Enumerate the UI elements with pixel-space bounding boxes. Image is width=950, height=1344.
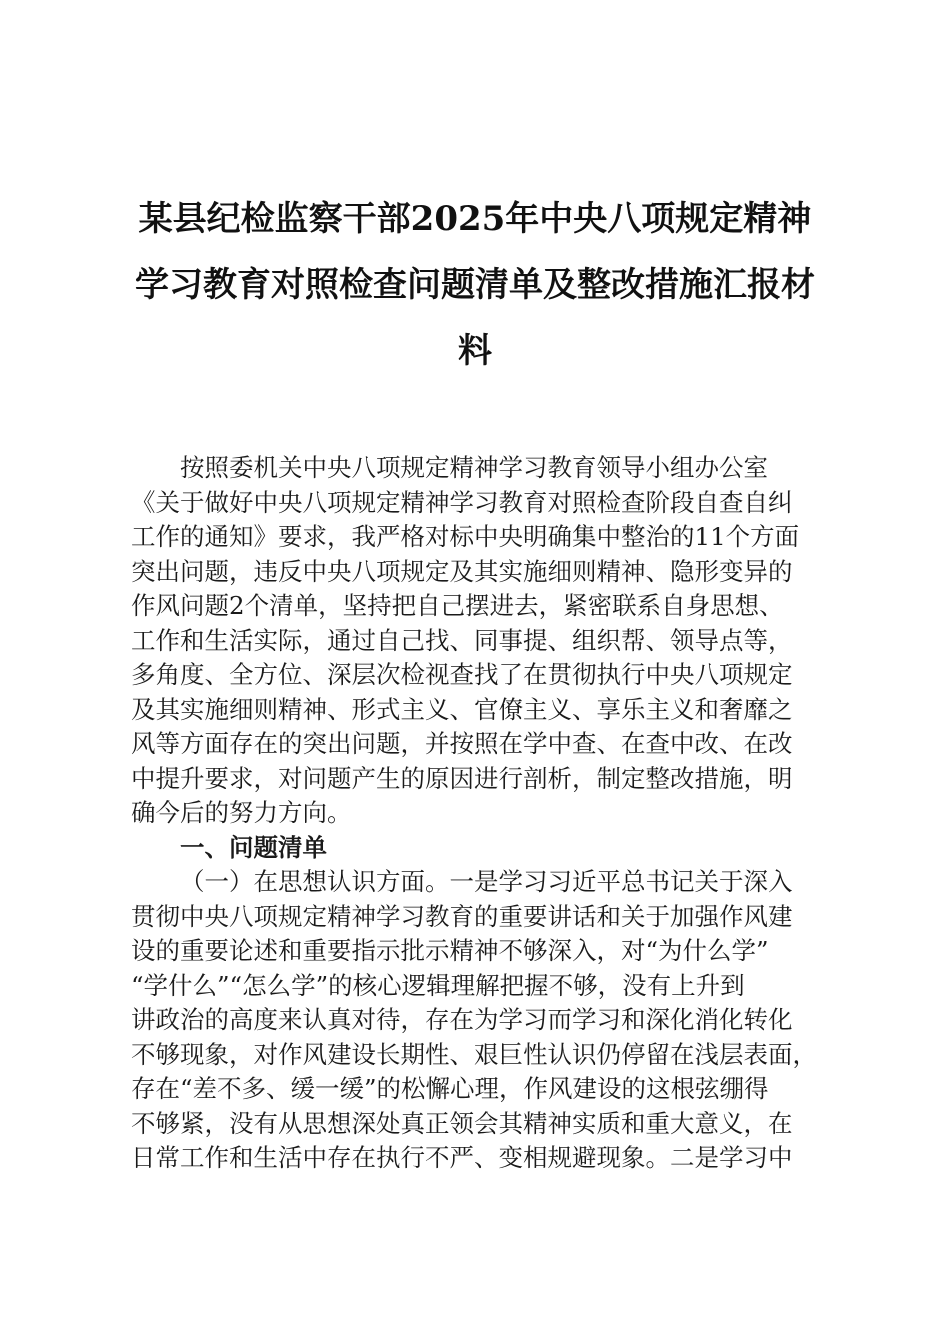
- paragraph-line: 日常工作和生活中存在执行不严、变相规避现象。二是学习中: [131, 1143, 793, 1172]
- paragraph-line: 按照委机关中央八项规定精神学习教育领导小组办公室: [180, 453, 768, 482]
- paragraph-line: 存在“差不多、缓一缓”的松懈心理，作风建设的这根弦绷得: [131, 1074, 769, 1103]
- paragraph-line: 确今后的努力方向。: [131, 798, 352, 827]
- section-heading: 一、问题清单: [180, 832, 327, 862]
- title-line: 学习教育对照检查问题清单及整改措施汇报材: [135, 265, 815, 305]
- paragraph-line: 作风问题2个清单，坚持把自己摆进去，紧密联系自身思想、: [131, 591, 784, 620]
- paragraph-line: 多角度、全方位、深层次检视查找了在贯彻执行中央八项规定: [131, 660, 793, 689]
- paragraph-line: 贯彻中央八项规定精神学习教育的重要讲话和关于加强作风建: [131, 901, 793, 931]
- paragraph-line: 不够现象，对作风建设长期性、艰巨性认识仍停留在浅层表面，: [131, 1039, 817, 1069]
- document-body: [131, 451, 831, 1176]
- paragraph-line: 中提升要求，对问题产生的原因进行剖析，制定整改措施，明: [131, 763, 793, 793]
- paragraph-line: 《关于做好中央八项规定精神学习教育对照检查阶段自查自纠: [131, 487, 793, 517]
- title-line: 某县纪检监察干部2025年中央八项规定精神: [138, 199, 812, 239]
- intro-paragraph: [131, 451, 831, 831]
- paragraph-line: 讲政治的高度来认真对待，存在为学习而学习和深化消化转化: [131, 1005, 793, 1034]
- title-line: 料: [458, 331, 492, 371]
- paragraph-line: 及其实施细则精神、形式主义、官僚主义、享乐主义和奢靡之: [131, 694, 793, 724]
- document-title: [120, 186, 830, 384]
- paragraph-line: 不够紧，没有从思想深处真正领会其精神实质和重大意义，在: [131, 1108, 793, 1138]
- subsection-paragraph: [131, 865, 831, 1176]
- paragraph-line: 工作的通知》要求，我严格对标中央明确集中整治的11个方面: [131, 522, 800, 551]
- paragraph-line: 风等方面存在的突出问题，并按照在学中查、在查中改、在改: [131, 729, 793, 758]
- paragraph-line: （一）在思想认识方面。一是学习习近平总书记关于深入: [180, 867, 793, 896]
- paragraph-line: “学什么”“怎么学”的核心逻辑理解把握不够，没有上升到: [131, 970, 745, 1000]
- paragraph-line: 设的重要论述和重要指示批示精神不够深入，对“为什么学”: [131, 936, 769, 965]
- paragraph-line: 工作和生活实际，通过自己找、同事提、组织帮、领导点等，: [131, 625, 793, 655]
- paragraph-line: 突出问题，违反中央八项规定及其实施细则精神、隐形变异的: [131, 556, 793, 586]
